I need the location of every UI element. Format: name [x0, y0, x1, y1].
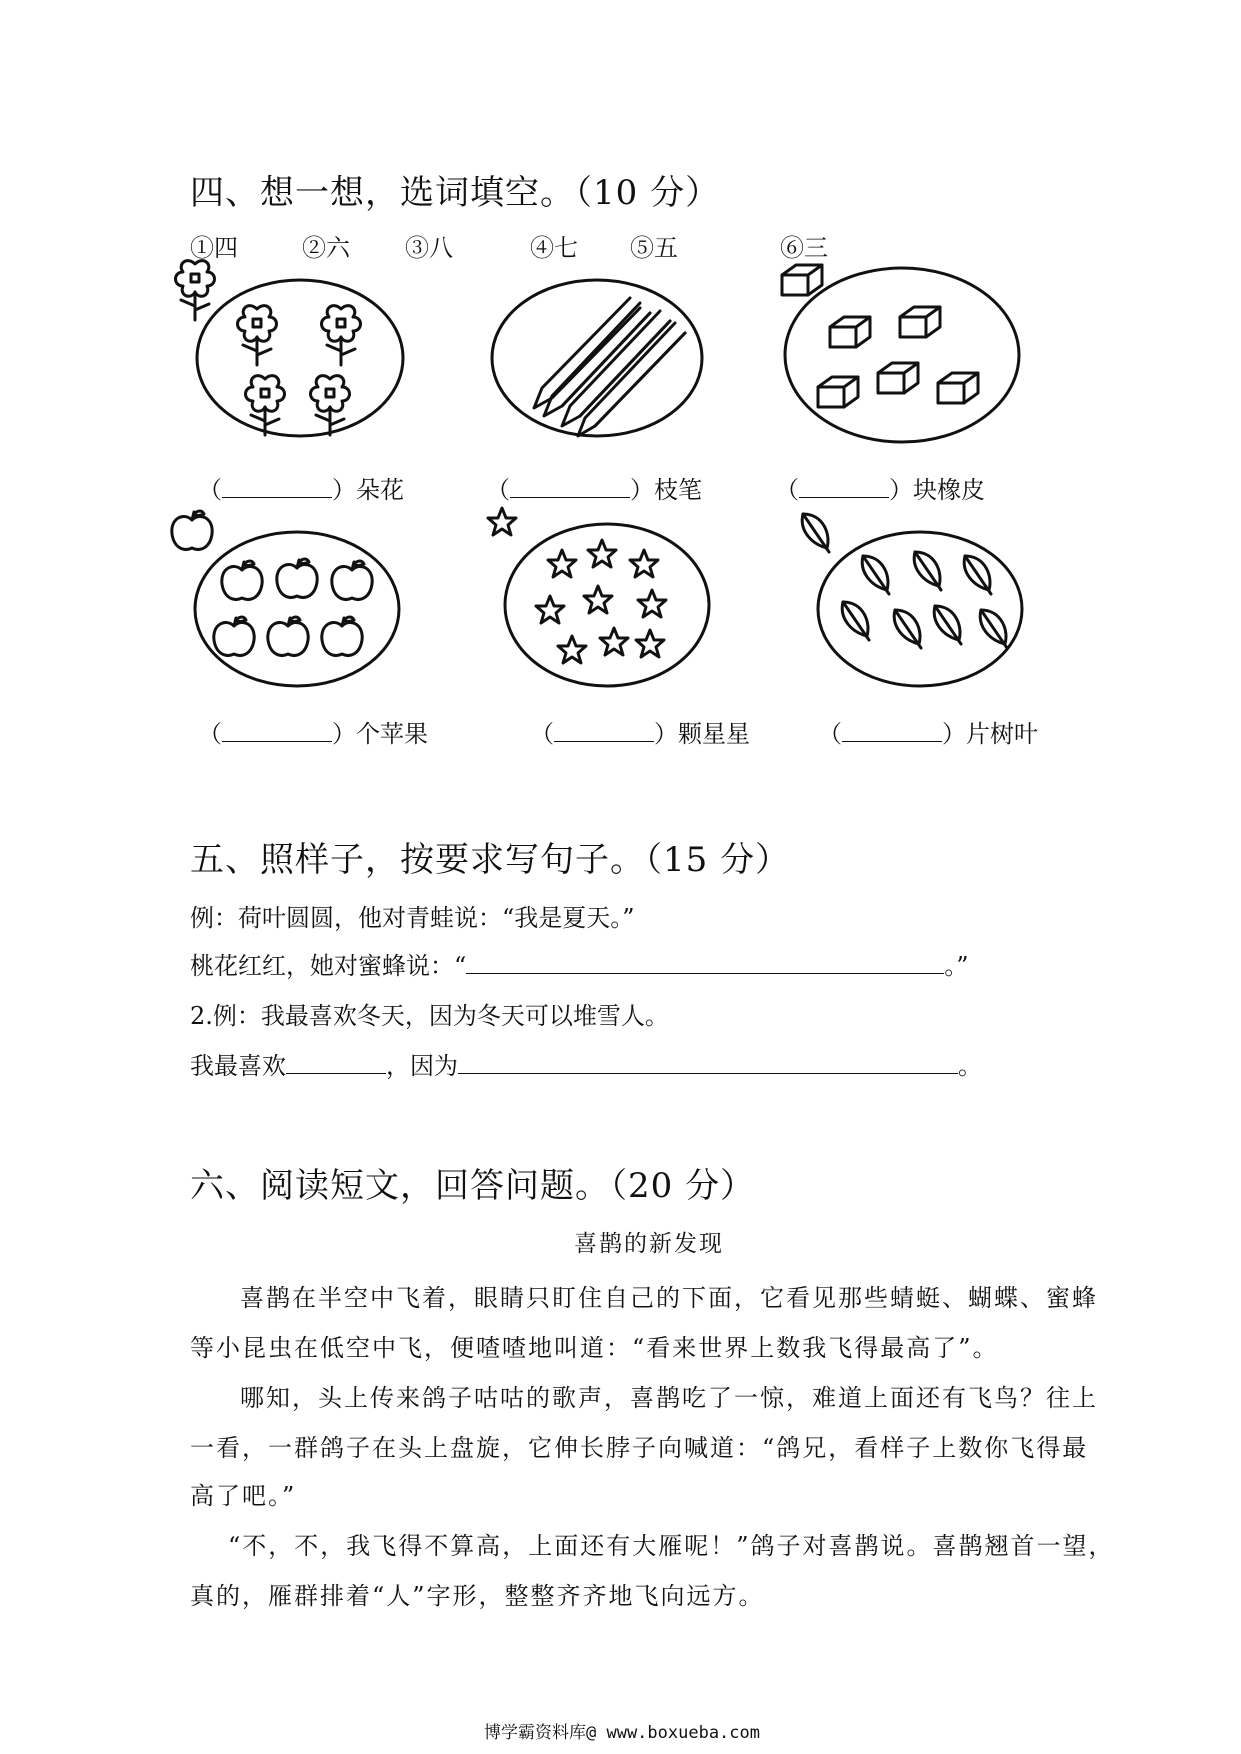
answer-blank-4[interactable] [222, 719, 332, 742]
erasers-picture [782, 265, 1022, 445]
answer-blank-3[interactable] [799, 475, 889, 498]
answer-blank-5[interactable] [554, 719, 654, 742]
flowers-picture [195, 278, 405, 438]
answer-blank-2[interactable] [510, 475, 630, 498]
sentence-blank-2b[interactable] [458, 1051, 958, 1074]
passage-line-4: 一看，一群鸽子在头上盘旋，它伸长脖子向喊道：“鸽兄，看样子上数你飞得最 [190, 1434, 1089, 1462]
fill-item-6: （ ）片树叶 [818, 720, 1038, 748]
apples-picture [192, 530, 402, 688]
sentence-line-2: 我最喜欢 ，因为 。 [190, 1052, 982, 1080]
option-3: ③八 [405, 234, 453, 262]
section4-heading: 四、想一想，选词填空。（10 分） [190, 173, 721, 213]
pencils-picture [490, 278, 705, 438]
option-2: ②六 [302, 234, 350, 262]
fill-item-2: （ ）枝笔 [486, 476, 702, 504]
option-4: ④七 [530, 234, 578, 262]
sentence-blank-1[interactable] [466, 951, 944, 974]
answer-blank-1[interactable] [222, 475, 332, 498]
option-5: ⑤五 [630, 234, 678, 262]
passage-line-6: “不，不，我飞得不算高，上面还有大雁呢！”鸽子对喜鹊说。喜鹊翘首一望， [228, 1532, 1115, 1560]
leaves-picture [815, 530, 1025, 688]
passage-line-2: 等小昆虫在低空中飞，便喳喳地叫道：“看来世界上数我飞得最高了”。 [190, 1334, 999, 1362]
example-sentence-1: 例：荷叶圆圆，他对青蛙说：“我是夏天。” [190, 904, 635, 932]
example-sentence-2: 2.例：我最喜欢冬天，因为冬天可以堆雪人。 [190, 1002, 669, 1030]
fill-item-1: （ ）朵花 [198, 476, 404, 504]
passage-line-5: 高了吧。” [190, 1482, 297, 1510]
option-6: ⑥三 [780, 234, 828, 262]
fill-item-5: （ ）颗星星 [530, 720, 750, 748]
fill-item-4: （ ）个苹果 [198, 720, 428, 748]
sentence-blank-2a[interactable] [286, 1051, 386, 1074]
option-1: ①四 [190, 234, 238, 262]
stars-picture [502, 522, 712, 688]
sentence-line-1: 桃花红红，她对蜜蜂说：“ 。” [190, 952, 969, 980]
answer-blank-6[interactable] [842, 719, 942, 742]
passage-line-7: 真的，雁群排着“人”字形，整整齐齐地飞向远方。 [190, 1582, 765, 1610]
fill-item-3: （ ）块橡皮 [775, 476, 985, 504]
passage-line-3: 哪知，头上传来鸽子咕咕的歌声，喜鹊吃了一惊，难道上面还有飞鸟？往上 [240, 1384, 1098, 1412]
section5-heading: 五、照样子，按要求写句子。（15 分） [190, 840, 791, 880]
passage-title: 喜鹊的新发现 [574, 1231, 724, 1257]
footer-watermark: 博学霸资料库@ www.boxueba.com [484, 1723, 760, 1743]
section6-heading: 六、阅读短文，回答问题。（20 分） [190, 1166, 756, 1206]
passage-line-1: 喜鹊在半空中飞着，眼睛只盯住自己的下面，它看见那些蜻蜓、蝴蝶、蜜蜂 [240, 1284, 1098, 1312]
